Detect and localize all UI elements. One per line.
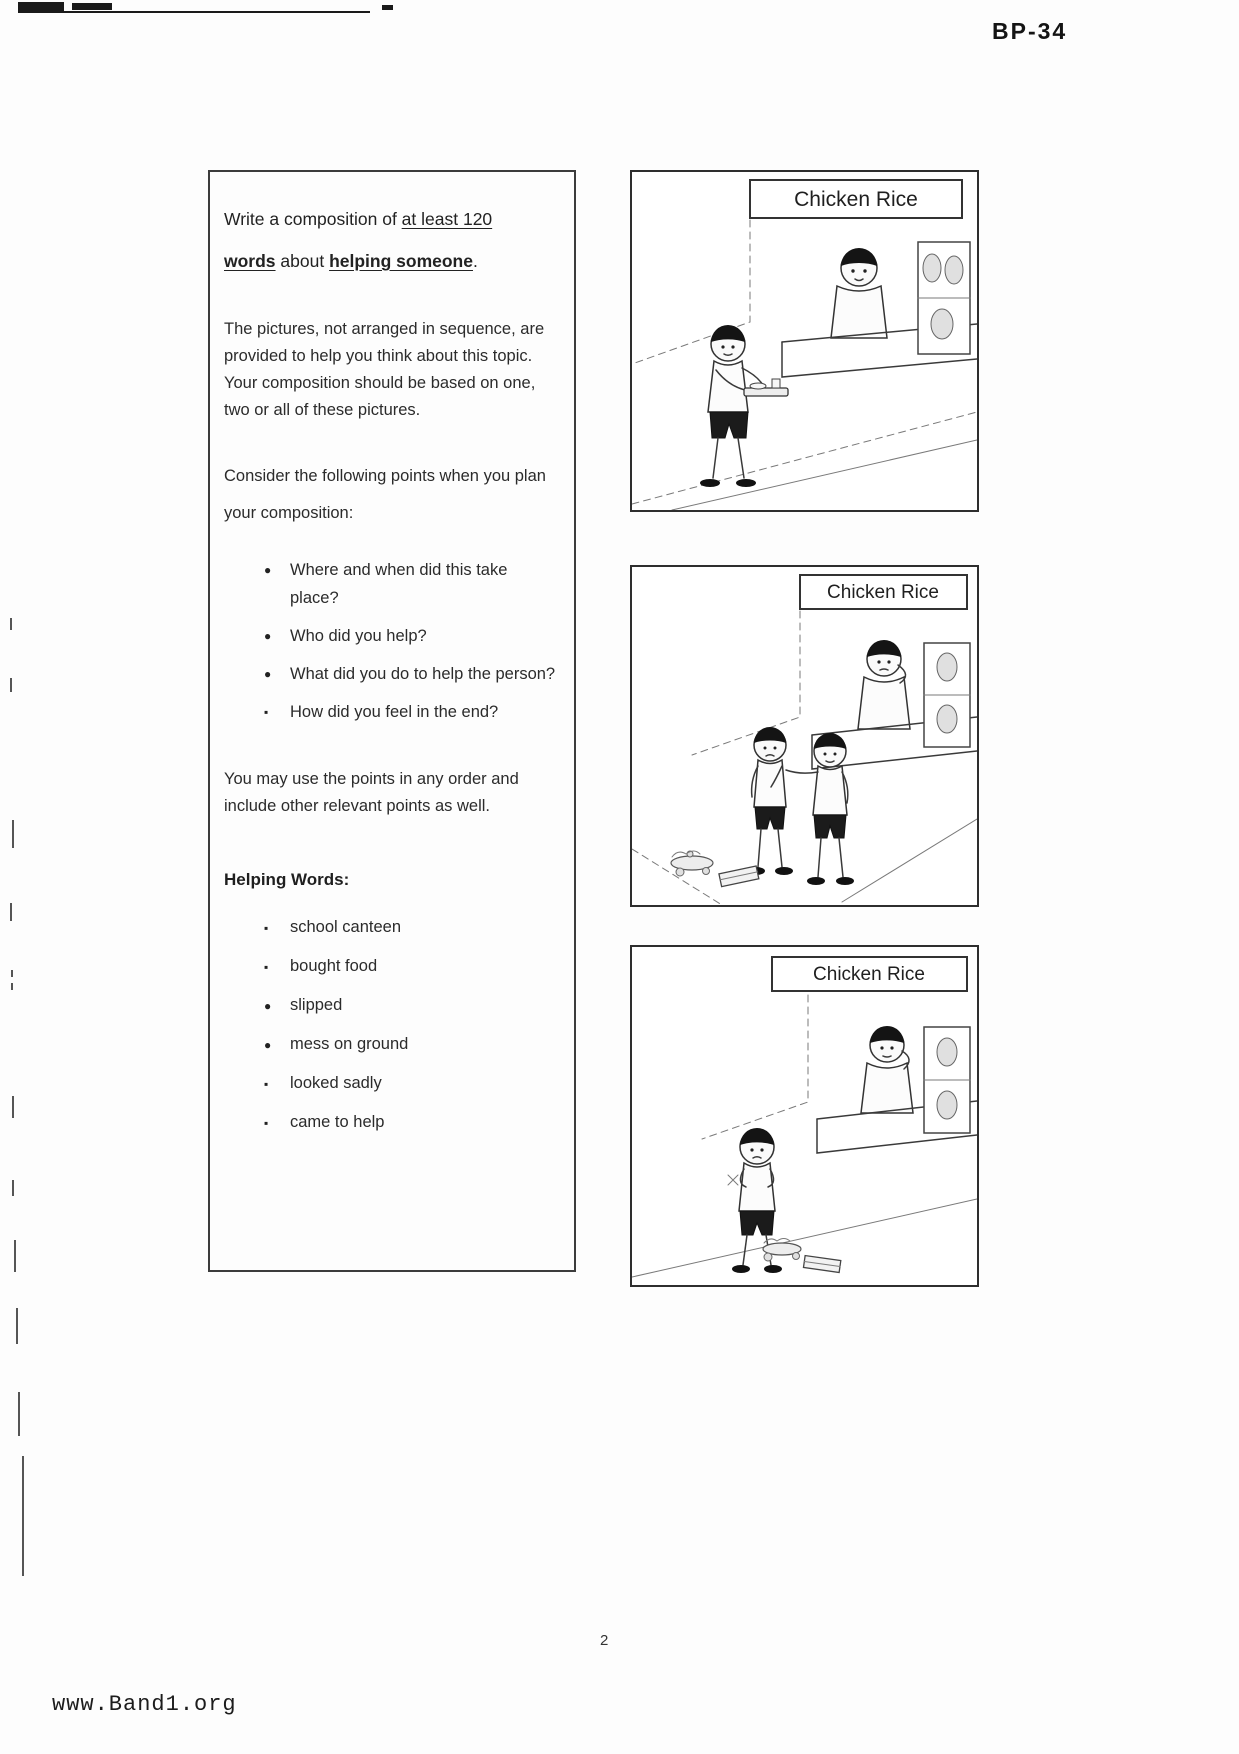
bullet-icon: ▪ [264,921,269,935]
bullet-icon: ● [264,667,272,681]
list-item [224,698,560,726]
scan-artifact [18,2,64,11]
stall-sign-text: Chicken Rice [813,964,925,985]
instructions-paragraph: The pictures, not arranged in sequence, are provided to help you think about this topic. Your composition should be based on one, two or all of these pictures. [224,320,545,419]
title-underlined-text: words [224,251,276,271]
title-text: Write a composition of [224,209,402,229]
stall-scene-illustration [632,947,977,1285]
bullet-icon: ● [264,999,272,1013]
bullet-icon: ● [264,563,272,577]
point-text: Where and when did this take place? [290,561,508,607]
stall-scene-illustration [632,567,977,905]
point-text: What did you do to help the person? [290,665,556,683]
scan-artifact [18,1392,20,1436]
scan-artifact [12,1180,14,1196]
scan-artifact [22,1456,24,1576]
scan-artifact [12,820,14,848]
scan-artifact [382,5,393,10]
instruction-box [208,170,576,1272]
list-item [224,556,560,612]
scan-artifact [11,983,13,990]
scan-artifact [11,970,13,977]
scan-artifact [72,3,112,10]
scan-artifact [10,618,12,630]
list-item [224,953,560,981]
scan-artifact [18,11,370,13]
page-number: 2 [600,1632,609,1649]
list-item [224,1031,560,1059]
scan-artifact [10,678,12,692]
title-text: about [275,251,330,271]
list-item [224,1070,560,1098]
consider-paragraph: Consider the following points when you plan your composition: [224,467,546,522]
title-text: . [472,251,478,271]
picture-3 [630,945,979,1287]
scan-artifact [16,1308,18,1344]
stall-scene-illustration [632,172,977,510]
title-underlined-text: at least 120 [401,209,493,229]
bullet-icon: ● [264,629,272,643]
bullet-icon: ▪ [264,705,269,719]
picture-2 [630,565,979,907]
list-item [224,1109,560,1137]
scan-artifact [14,1240,16,1272]
helping-word: looked sadly [290,1074,382,1092]
list-item [224,992,560,1020]
list-item [224,660,560,688]
stall-sign-text: Chicken Rice [827,582,939,603]
scan-artifact [12,1096,14,1118]
bullet-icon: ▪ [264,1116,269,1130]
picture-1 [630,170,979,512]
stall-sign-text: Chicken Rice [794,188,918,211]
points-list [224,556,560,726]
point-text: Who did you help? [290,627,427,645]
list-item [224,914,560,942]
helping-word: came to help [290,1113,385,1131]
bullet-icon: ▪ [264,1077,269,1091]
helping-word: school canteen [290,918,401,936]
task-title [224,198,560,282]
bullet-icon: ▪ [264,960,269,974]
scan-artifact [10,903,12,921]
doc-code: BP-34 [992,18,1068,44]
helping-word: bought food [290,957,378,975]
list-item [224,622,560,650]
helping-word: mess on ground [290,1035,409,1053]
footer-url: www.Band1.org [52,1692,237,1717]
point-text: How did you feel in the end? [290,703,499,721]
helping-words-list [224,914,560,1137]
helping-word: slipped [290,996,343,1014]
order-paragraph: You may use the points in any order and include other relevant points as well. [224,770,519,815]
helping-words-heading: Helping Words: [224,870,350,889]
bullet-icon: ● [264,1038,272,1052]
title-underlined-text: helping someone [329,251,473,271]
